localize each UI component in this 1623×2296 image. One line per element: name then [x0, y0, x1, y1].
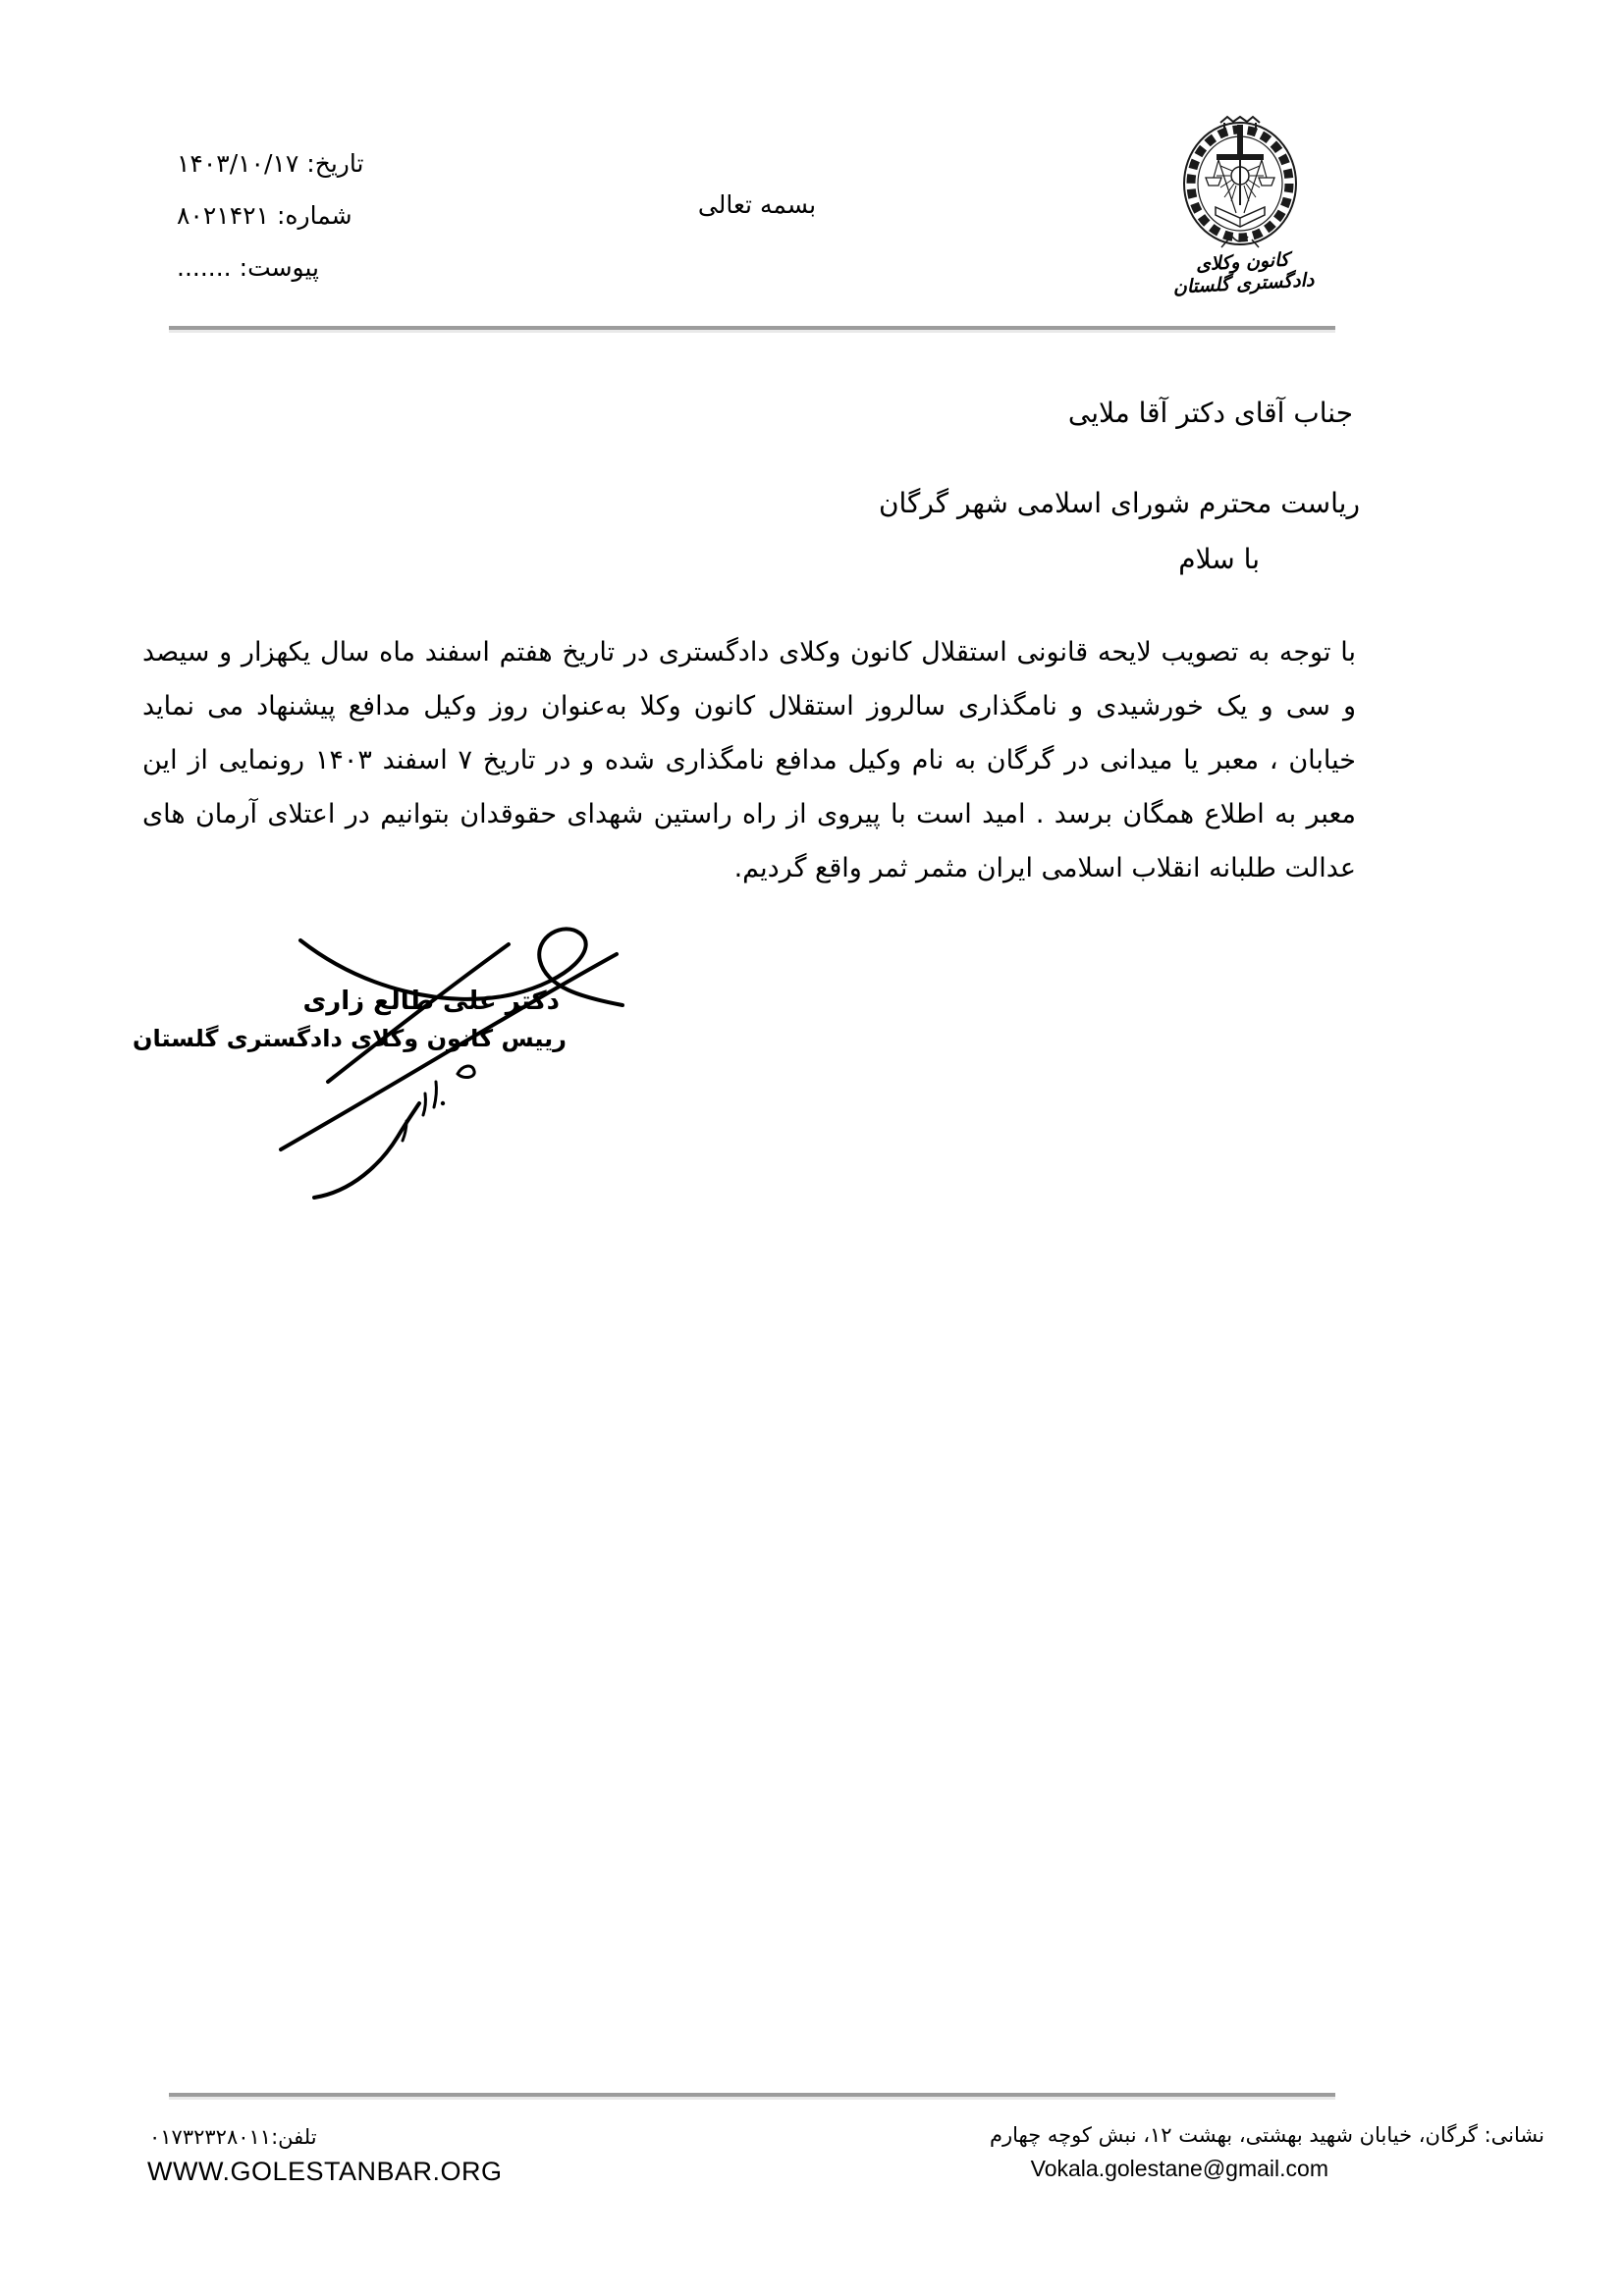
header-divider: [169, 326, 1335, 330]
bar-association-emblem-icon: [1179, 110, 1301, 249]
date-row: [177, 147, 363, 181]
footer-website: WWW.GOLESTANBAR.ORG: [147, 2157, 503, 2186]
body-line-2: و سی و یک خورشیدی و نامگذاری سالروز استقلال کانون وکلا به‌عنوان روز وکیل مدافع پیشنهاد می نماید: [142, 691, 1356, 721]
footer-phone: [149, 2125, 317, 2149]
footer-divider: [169, 2093, 1335, 2097]
footer-email: Vokala.golestane@gmail.com: [1030, 2156, 1328, 2181]
body-line-4: معبر به اطلاع همگان برسد . امید است با پیروی از راه راستین شهدای حقوقدان بتوانیم در اعتلای آرمان های: [142, 799, 1356, 829]
date-value: ۱۴۰۳/۱۰/۱۷: [177, 149, 299, 178]
scales-sword-wreath-emblem-icon: [1179, 110, 1301, 249]
date-label: تاریخ:: [306, 149, 364, 178]
body-line-1: با توجه به تصویب لایحه قانونی استقلال کانون وکلای دادگستری در تاریخ هفتم اسفند ماه سال یکهزار و سیصد: [142, 637, 1356, 667]
number-row: [177, 199, 352, 233]
body-line-5: عدالت طلبانه انقلاب اسلامی ایران مثمر ثمر واقع گردیم.: [733, 853, 1356, 883]
handwritten-signature-icon: [226, 911, 717, 1225]
phone-label: تلفن:: [271, 2125, 317, 2149]
recipient-title: ریاست محترم شورای اسلامی شهر گرگان: [878, 487, 1360, 519]
number-label: شماره:: [277, 201, 352, 230]
attachment-row: [177, 251, 319, 285]
signer-title: رییس کانون وکلای دادگستری گلستان: [132, 1025, 567, 1052]
signer-name: دکتر علی طالع زاری: [302, 987, 560, 1016]
phone-value: ۰۱۷۳۲۳۲۸۰۱۱: [149, 2125, 272, 2149]
footer-address: نشانی: گرگان، خیابان شهید بهشتی، بهشت ۱۲، نبش کوچه چهارم: [989, 2123, 1544, 2147]
letter-body: [142, 625, 1356, 895]
emblem-caption: کانون وکلای دادگستری گلستان: [1172, 248, 1315, 298]
attachment-value: .......: [177, 253, 232, 282]
salutation: با سلام: [1178, 543, 1260, 575]
besmellah-text: بسمه تعالی: [697, 190, 817, 219]
recipient-name: جناب آقای دکتر آقا ملایی: [1067, 397, 1353, 429]
attachment-label: پیوست:: [239, 253, 319, 282]
number-value: ۸۰۲۱۴۲۱: [177, 201, 269, 230]
body-line-3: خیابان ، معبر یا میدانی در گرگان به نام وکیل مدافع نامگذاری شده و در تاریخ ۷ اسفند ۱۴۰۳ رونمایی از این: [142, 745, 1356, 775]
